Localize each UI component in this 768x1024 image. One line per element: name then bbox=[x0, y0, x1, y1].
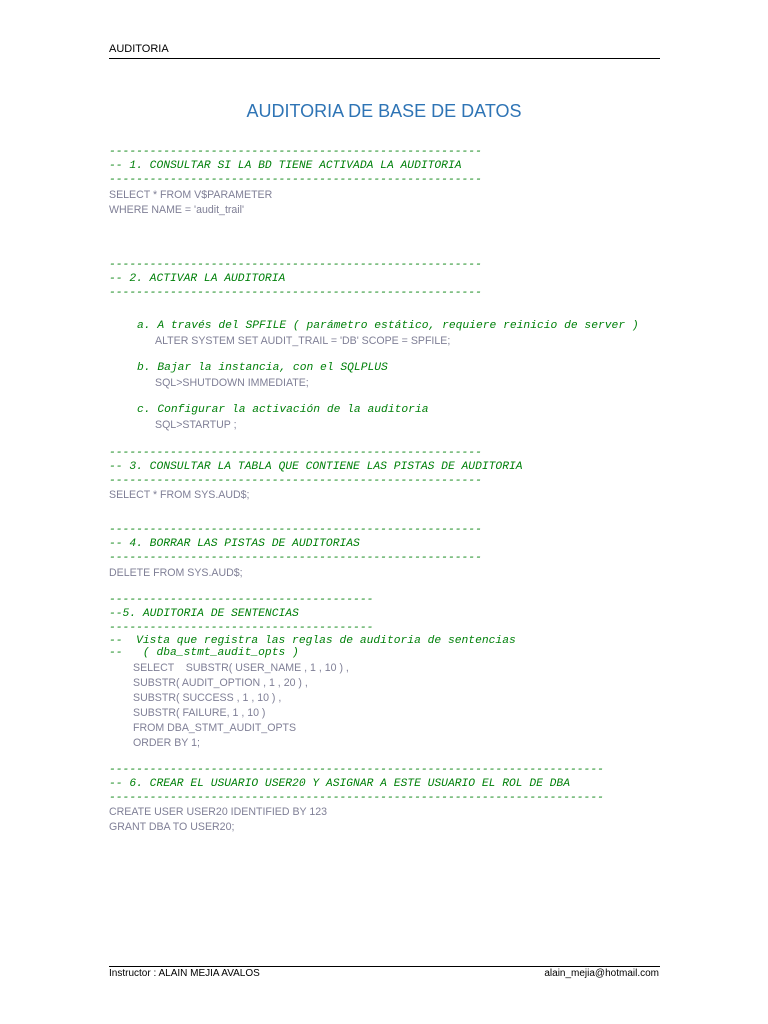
sql-line: SQL>STARTUP ; bbox=[155, 419, 237, 431]
footer-instructor: Instructor : ALAIN MEJIA AVALOS bbox=[109, 968, 260, 979]
section-2-heading: -- 2. ACTIVAR LA AUDITORIA bbox=[109, 273, 286, 285]
divider: ------------------------------------------------------- bbox=[109, 524, 482, 536]
sql-line: SUBSTR( FAILURE, 1 , 10 ) bbox=[133, 707, 266, 719]
page-header: AUDITORIA bbox=[109, 43, 169, 55]
divider: ------------------------------------------------------- bbox=[109, 447, 482, 459]
divider: --------------------------------------- bbox=[109, 622, 374, 634]
sql-line: SELECT * FROM SYS.AUD$; bbox=[109, 489, 250, 501]
sql-line: ORDER BY 1; bbox=[133, 737, 200, 749]
sql-line: CREATE USER USER20 IDENTIFIED BY 123 bbox=[109, 806, 328, 818]
divider: --------------------------------------- bbox=[109, 594, 374, 606]
section-5-heading: --5. AUDITORIA DE SENTENCIAS bbox=[109, 608, 299, 620]
divider: ------------------------------------------------------- bbox=[109, 146, 482, 158]
sql-line: SELECT * FROM V$PARAMETER bbox=[109, 189, 273, 201]
section-6-heading: -- 6. CREAR EL USUARIO USER20 Y ASIGNAR A ESTE USUARIO EL ROL DE DBA bbox=[109, 778, 570, 790]
footer-email: alain_mejia@hotmail.com bbox=[544, 968, 659, 979]
divider: ------------------------------------------------------------------------- bbox=[109, 792, 604, 804]
sql-line: WHERE NAME = 'audit_trail' bbox=[109, 204, 245, 216]
divider: ------------------------------------------------------- bbox=[109, 174, 482, 186]
section-4-heading: -- 4. BORRAR LAS PISTAS DE AUDITORIAS bbox=[109, 538, 360, 550]
step-a-text: a. A través del SPFILE ( parámetro estático, requiere reinicio de server ) bbox=[137, 320, 639, 332]
comment-line: -- ( dba_stmt_audit_opts ) bbox=[109, 647, 299, 659]
sql-line: ALTER SYSTEM SET AUDIT_TRAIL = 'DB' SCOPE = SPFILE; bbox=[155, 335, 451, 347]
step-b-text: b. Bajar la instancia, con el SQLPLUS bbox=[137, 362, 388, 374]
step-c-text: c. Configurar la activación de la auditoria bbox=[137, 404, 429, 416]
divider: ------------------------------------------------------- bbox=[109, 287, 482, 299]
divider: ------------------------------------------------------- bbox=[109, 552, 482, 564]
sql-line: FROM DBA_STMT_AUDIT_OPTS bbox=[133, 722, 297, 734]
footer-rule bbox=[109, 966, 660, 967]
sql-line: SUBSTR( AUDIT_OPTION , 1 , 20 ) , bbox=[133, 677, 308, 689]
divider: ------------------------------------------------------------------------- bbox=[109, 764, 604, 776]
sql-line: GRANT DBA TO USER20; bbox=[109, 821, 235, 833]
divider: ------------------------------------------------------- bbox=[109, 259, 482, 271]
section-3-heading: -- 3. CONSULTAR LA TABLA QUE CONTIENE LAS PISTAS DE AUDITORIA bbox=[109, 461, 523, 473]
section-1-heading: -- 1. CONSULTAR SI LA BD TIENE ACTIVADA LA AUDITORIA bbox=[109, 160, 462, 172]
document-title: AUDITORIA DE BASE DE DATOS bbox=[246, 101, 522, 121]
sql-line: DELETE FROM SYS.AUD$; bbox=[109, 567, 243, 579]
divider: ------------------------------------------------------- bbox=[109, 475, 482, 487]
sql-line: SELECT SUBSTR( USER_NAME , 1 , 10 ) , bbox=[133, 662, 349, 674]
sql-line: SQL>SHUTDOWN IMMEDIATE; bbox=[155, 377, 309, 389]
sql-line: SUBSTR( SUCCESS , 1 , 10 ) , bbox=[133, 692, 282, 704]
header-rule bbox=[109, 58, 660, 59]
comment-line: -- Vista que registra las reglas de auditoria de sentencias bbox=[109, 635, 516, 647]
